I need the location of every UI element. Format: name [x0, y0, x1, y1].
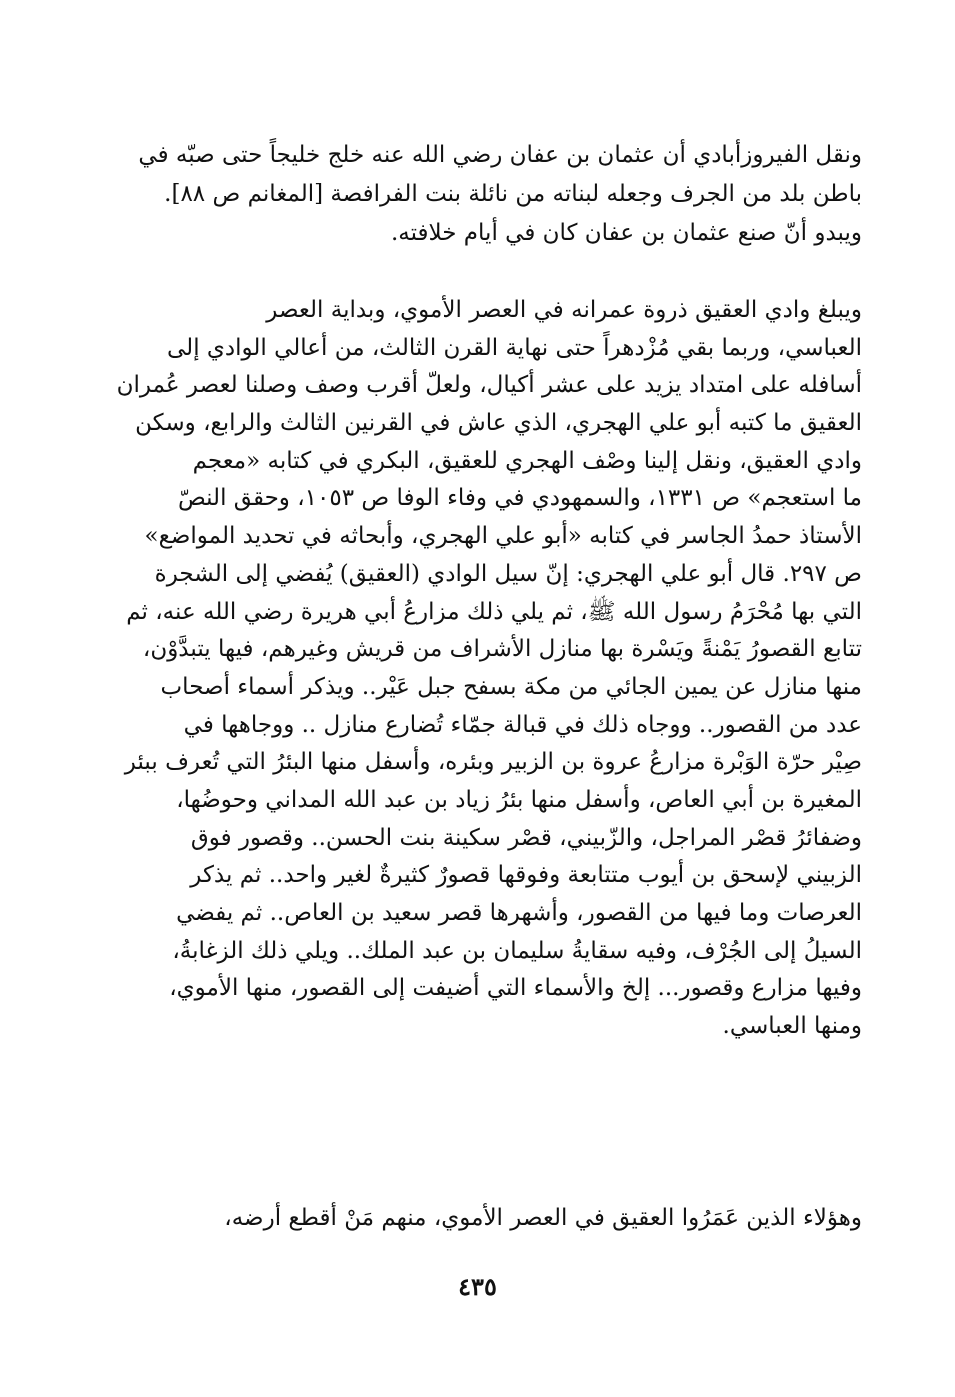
text-line: وادي العقيق، ونقل إلينا وصْف الهجري للعقيق، البكري في كتابه «معجم	[192, 447, 862, 474]
text-line: ما استعجم» ص ١٣٣١، والسمهودي في وفاء الوفا ص ١٠٥٣، وحقق النصّ	[177, 485, 862, 512]
text-line: التي بها مُحْرَمُ رسول الله ﷺ، ثم يلي ذلك مزارعُ أبي هريرة رضي الله عنه، ثم	[126, 598, 862, 625]
text-line: أسافله على امتداد يزيد على عشر أكيال، ولعلّ أقرب وصف وصلنا لعصر عُمران	[116, 372, 862, 399]
text-line: وهؤلاء الذين عَمَرُوا العقيق في العصر الأموي، منهم مَنْ أقطع أرضه،	[224, 1205, 862, 1231]
text-line: منها منازل عن يمين الجائي من مكة بسفح جبل عَيْر.. ويذكر أسماء أصحاب	[160, 673, 862, 700]
text-line: الزبيني لإسحق بن أيوب متتابعة وفوقها قصورٌ كثيرةٌ لغير واحد.. ثم يذكر	[190, 862, 862, 889]
text-line: وضفائرُ قصْر المراجل، والزّبيني، قصْر سكينة بنت الحسن.. وقصور فوق	[190, 824, 862, 851]
text-line: ويبدو أنّ صنع عثمان بن عفان كان في أيام خلافته.	[390, 220, 862, 246]
text-line: العقيق ما كتبه أبو علي الهجري، الذي عاش في القرنين الثالث والرابع، وسكن	[135, 410, 862, 437]
page-number: ٤٣٥	[458, 1272, 497, 1301]
text-line: عدد من القصور.. ووجاه ذلك في قبالة جمّاء تُضارع منازل .. ووجاهها في	[183, 711, 862, 738]
text-line: العباسي، وربما بقي مُزْدهراً حتى نهاية القرن الثالث، من أعالي الوادي إلى	[167, 334, 862, 361]
text-line: العرصات وما فيها من القصور، وأشهرها قصر سعيد بن العاص.. ثم يفضي	[176, 900, 862, 926]
text-line: المغيرة بن أبي العاص، وأسفل منها بئرُ زياد بن عبد الله المداني وحوضُها،	[176, 786, 862, 813]
text-line: باطن بلد من الجرف وجعله لبناته من نائلة بنت الفرافصة [المغانم ص ٨٨].	[164, 181, 862, 207]
text-line: صِيْر حرّة الوَبْرة مزارعُ عروة بن الزبير وبئره، وأسفل منها البئرُ التي تُعرف ببئر	[124, 749, 862, 776]
text-line: ومنها العباسي.	[722, 1013, 862, 1040]
text-line: ويبلغ وادي العقيق ذروة عمرانه في العصر الأموي، وبداية العصر	[266, 297, 862, 323]
text-line: تتابع القصورُ يَمْنةً ويَسْرة بها منازل الأشراف من قريش وغيرهم، فيها يتبدَّوْن،	[142, 636, 862, 663]
text-line: ونقل الفيروزأبادي أن عثمان بن عفان رضي الله عنه خلج خليجاً حتى صبّه في	[138, 142, 862, 168]
text-line: وفيها مزارع وقصور... إلخ والأسماء التي أضيفت إلى القصور، منها الأموي،	[169, 975, 862, 1002]
text-line: ص ٢٩٧. قال أبو علي الهجري: إنّ سيل الوادي (العقيق) يُفضي إلى الشجرة	[154, 560, 862, 587]
text-line: الأستاذ حمدُ الجاسر في كتابه «أبو علي الهجري، وأبحاثه في تحديد المواضع»	[144, 523, 862, 550]
paragraph-2	[116, 292, 862, 1046]
paragraph-1	[116, 136, 862, 253]
text-line: السيلُ إلى الجُرْف، وفيه سقايةُ سليمان بن عبد الملك.. ويلي ذلك الزغابةُ،	[172, 937, 862, 964]
paragraph-3	[116, 1199, 862, 1238]
